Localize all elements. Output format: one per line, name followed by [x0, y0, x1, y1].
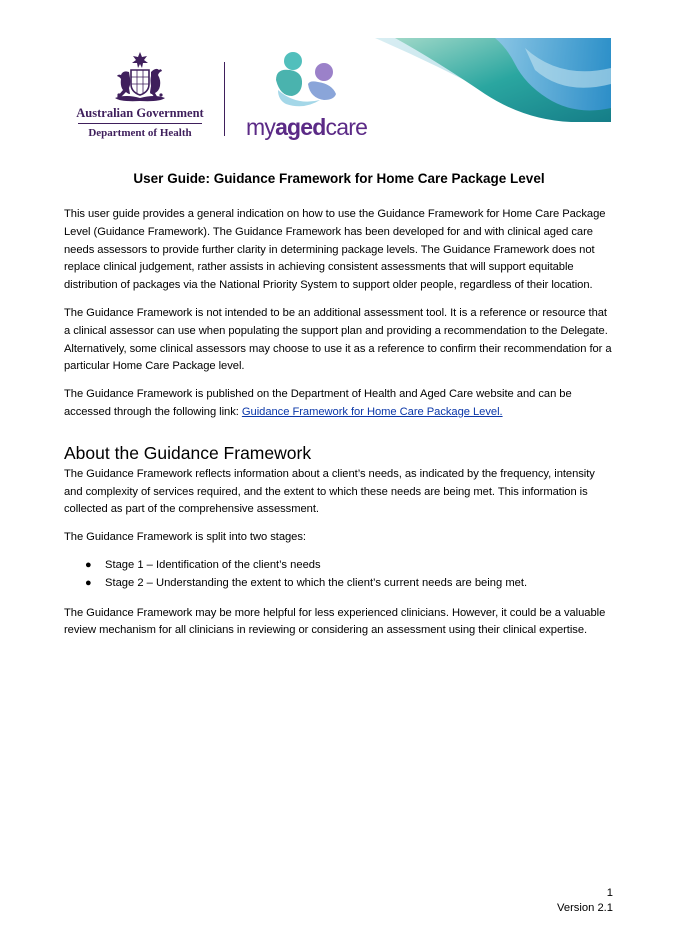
logo-rule	[78, 123, 202, 124]
list-item	[85, 575, 614, 593]
shield-icon	[131, 70, 149, 95]
department-name: Department of Health	[88, 127, 192, 139]
commonwealth-star-icon	[132, 52, 148, 68]
list-item	[85, 557, 614, 575]
link-paragraph-text: The Guidance Framework is published on the Department of Health and Aged Care website and can be accessed through the following link:	[64, 388, 572, 418]
brand-care: care	[325, 114, 368, 140]
decorative-wave-graphic	[375, 38, 611, 122]
page-footer	[557, 886, 613, 916]
section-paragraph-1: The Guidance Framework reflects information about a client’s needs, as indicated by the frequency, intensity and complexity of services required, and the extent to which these needs are being met. This information is collected as part of the comprehensive assessment.	[64, 467, 595, 516]
stages-list	[64, 557, 614, 593]
intro-paragraph-1: This user guide provides a general indication on how to use the Guidance Framework for Home Care Package Level (Guidance Framework). The Guidance Framework has been developed for and with clinical aged care needs assessors to provide further clarity in determining package levels. The Guidance Framework does not replace clinical judgement, rather assists in achieving consistent assessments that will support equitable distribution of packages via the National Priority System to support older people, regardless of their location.	[64, 208, 606, 292]
version-label: Version 2.1	[557, 902, 613, 914]
closing-paragraph: The Guidance Framework may be more helpful for less experienced clinicians. However, it could be a valuable review mechanism for all clinicians in reviewing or considering an assessment using their clinical expertise.	[64, 606, 606, 637]
government-name: Australian Government	[76, 106, 204, 120]
document-title: User Guide: Guidance Framework for Home Care Package Level	[133, 171, 545, 186]
document-body	[64, 170, 614, 650]
stage-1-text: Stage 1 – Identification of the client’s needs	[105, 558, 321, 571]
page-number: 1	[606, 887, 613, 899]
logo-divider	[224, 62, 225, 136]
section-paragraph-2: The Guidance Framework is split into two stages:	[64, 531, 306, 544]
australian-government-logo	[76, 50, 204, 142]
coat-of-arms-icon	[105, 50, 175, 104]
stage-2-text: Stage 2 – Understanding the extent to which the client’s current needs are being met.	[105, 576, 528, 589]
my-aged-care-logo	[246, 50, 368, 142]
kangaroo-icon	[117, 71, 130, 97]
intro-paragraph-2: The Guidance Framework is not intended to be an additional assessment tool. It is a reference or resource that a clinical assessor can use when populating the support plan and providing a recommendation to the Delegate. Alternatively, some clinical assessors may choose to use it as a reference to confirm their recommendation for a particular Home Care Package level.	[64, 306, 612, 373]
brand-aged: aged	[275, 114, 326, 140]
bullet-icon: ●	[85, 576, 92, 589]
bullet-icon: ●	[85, 558, 92, 571]
my-aged-care-people-icon	[246, 50, 356, 114]
my-aged-care-wordmark	[246, 114, 367, 141]
brand-my: my	[246, 114, 276, 140]
section-heading: About the Guidance Framework	[64, 442, 312, 463]
link-paragraph	[64, 386, 614, 422]
page-header	[0, 0, 676, 150]
guidance-framework-link[interactable]: Guidance Framework for Home Care Package Level.	[241, 405, 503, 418]
